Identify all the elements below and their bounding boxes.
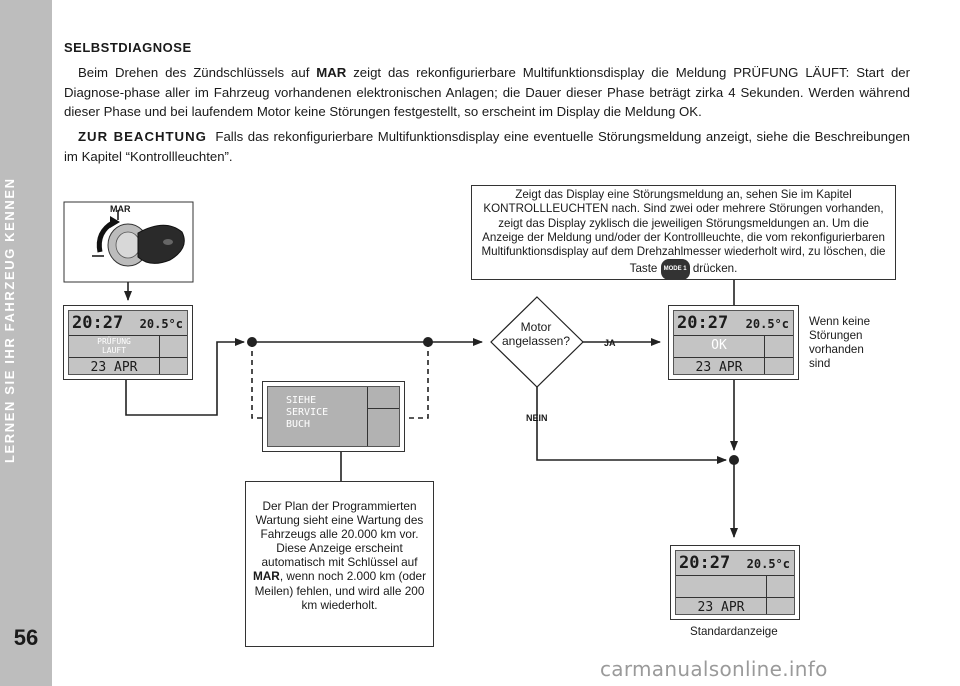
- display-date: 23 APR: [90, 360, 138, 375]
- display-temp: 20.5°c: [745, 317, 789, 331]
- display-service-text: SIEHE SERVICE BUCH: [286, 395, 329, 430]
- display-date: 23 APR: [697, 600, 745, 615]
- display-check-running: [63, 305, 193, 380]
- page-number: 56: [13, 625, 39, 650]
- display-temp: 20.5°c: [746, 557, 790, 571]
- paragraph-note: ZUR BEACHTUNG Falls das rekonfigurierbare Multifunktionsdisplay eine eventuelle Störungsmeldung anzeigt, siehe die Beschreibungen im Kapitel “Kontrollleuchten”.: [64, 129, 910, 164]
- key-mar-label: MAR: [110, 204, 131, 214]
- mar-bold: MAR: [316, 65, 347, 80]
- fault-info-box: Zeigt das Display eine Störungsmeldung an, sehen Sie im Kapitel KONTROLLLEUCHTEN nach. Sind zwei oder mehrere Störungen vorhanden, zeigt das Display zyklisch die jeweiligen Störungsmeldungen an. Um die Anzeige der Meldung und/oder der Kontrollleuchte, die vom rekonfigurierbaren Multifunktionsdisplay auf dem Drehzahlmesser wiederholt wird, zu löschen, die Taste MODE 1 drücken.: [471, 185, 896, 280]
- standard-display-label: Standardanzeige: [690, 625, 778, 638]
- display-service-book: [262, 381, 405, 452]
- decision-yes-label: JA: [604, 338, 616, 348]
- decision-question: Motor angelassen?: [501, 320, 571, 348]
- display-date: 23 APR: [695, 360, 743, 375]
- mode-button-icon: MODE 1: [661, 259, 690, 279]
- heading: SELBSTDIAGNOSE: [64, 40, 192, 55]
- note-label: ZUR BEACHTUNG: [78, 129, 207, 144]
- display-time: 20:27: [679, 553, 731, 573]
- display-ok: [668, 305, 799, 380]
- no-fault-label: Wenn keine Störungen vorhanden sind: [809, 315, 871, 370]
- display-time: 20:27: [72, 313, 124, 333]
- display-standard: [670, 545, 800, 620]
- display-message: OK: [711, 338, 727, 353]
- maintenance-plan-box: Der Plan der Programmierten Wartung sieht eine Wartung des Fahrzeugs alle 20.000 km vor. Diese Anzeige erscheint automatisch mit Schlüssel auf MAR, wenn noch 2.000 km (oder Meilen) fehlen, und wird alle 200 km wiederholt.: [245, 481, 434, 647]
- display-temp: 20.5°c: [139, 317, 183, 331]
- display-message: PRÜFUNG LAUFT: [97, 337, 131, 355]
- section-title: LERNEN SIE IHR FAHRZEUG KENNEN: [2, 177, 17, 463]
- watermark: carmanualsonline.info: [600, 657, 828, 681]
- display-time: 20:27: [677, 313, 729, 333]
- paragraph-intro: Beim Drehen des Zündschlüssels auf MAR zeigt das rekonfigurierbare Multifunktionsdisplay die Meldung PRÜFUNG LÄUFT: Start der Diagnose-phase aller im Fahrzeug vorhandenen elektronischen Anlagen; die Dauer dieser Phase beträgt zirka 4 Sekunden. Werden während dieser Phase und bei laufendem Motor keine Störungen festgestellt, so erscheint im Display die Meldung OK.: [64, 65, 911, 119]
- decision-no-label: NEIN: [526, 413, 548, 423]
